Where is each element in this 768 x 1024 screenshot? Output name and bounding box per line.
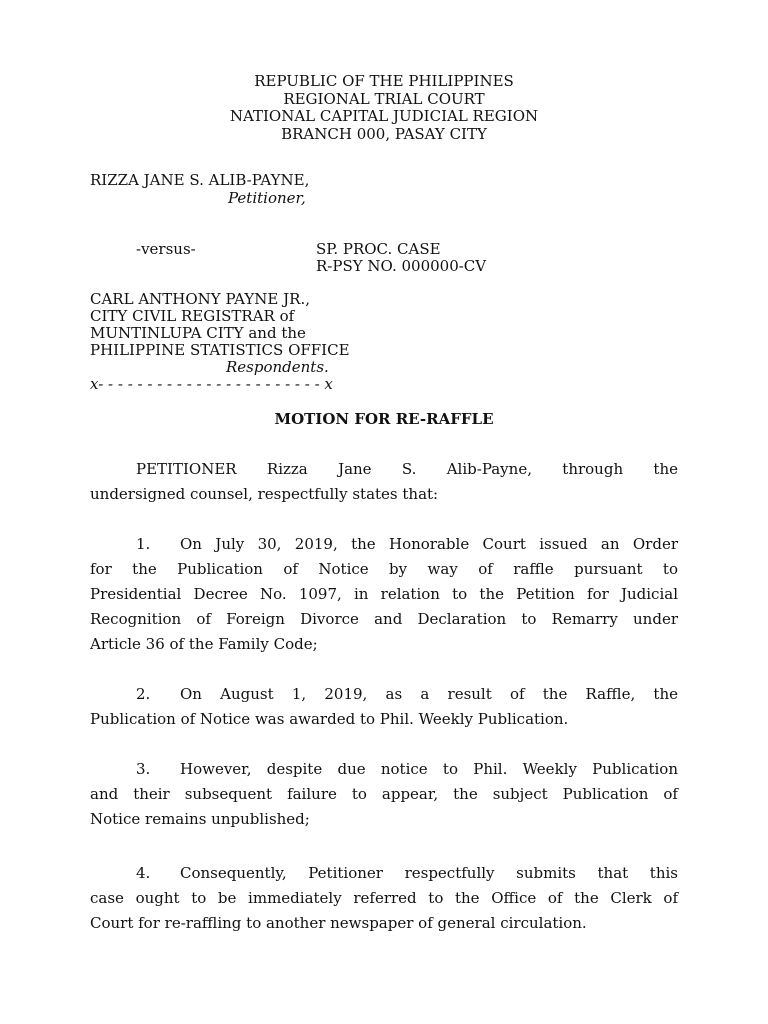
court-header-line: BRANCH 000, PASAY CITY — [281, 124, 487, 143]
numbered-paragraph — [90, 861, 678, 936]
paragraph-text: However, despite due notice to Phil. Weekly Publication — [180, 760, 678, 778]
paragraph-text: Consequently, Petitioner respectfully submits that this — [180, 864, 678, 882]
respondent-line: CARL ANTHONY PAYNE JR., — [90, 290, 310, 308]
petitioner-name: RIZZA JANE S. ALIB-PAYNE, — [90, 171, 310, 189]
paragraph-text: On July 30, 2019, the Honorable Court issued an Order — [180, 535, 678, 553]
court-header-line: REGIONAL TRIAL COURT — [283, 89, 485, 108]
paragraph-text: PETITIONER Rizza Jane S. Alib-Payne, through the — [136, 460, 678, 478]
paragraph-text: On August 1, 2019, as a result of the Raffle, the — [180, 685, 678, 703]
petitioner-role: Petitioner, — [228, 189, 306, 207]
caption-separator: x- - - - - - - - - - - - - - - - - - - - - - - x — [90, 375, 333, 393]
paragraph-line: for the Publication of Notice by way of raffle pursuant to — [90, 560, 678, 578]
paragraph-line — [90, 757, 678, 782]
paragraph-number: 4. — [136, 864, 151, 882]
paragraph-number: 3. — [136, 760, 151, 778]
case-number: R-PSY NO. 000000-CV — [316, 257, 487, 275]
paragraph-line — [90, 861, 678, 886]
intro-paragraph — [90, 457, 678, 507]
paragraph-line — [90, 682, 678, 707]
versus-label: -versus- — [136, 240, 196, 258]
paragraph-line: and their subsequent failure to appear, the subject Publication of — [90, 785, 678, 803]
paragraph-line: Recognition of Foreign Divorce and Declaration to Remarry under — [90, 610, 678, 628]
document-title: MOTION FOR RE-RAFFLE — [274, 410, 494, 428]
respondent-line: PHILIPPINE STATISTICS OFFICE — [90, 341, 350, 359]
court-header-line: NATIONAL CAPITAL JUDICIAL REGION — [229, 107, 539, 125]
paragraph-line: Court for re-raffling to another newspaper of general circulation. — [90, 914, 587, 932]
case-type: SP. PROC. CASE — [316, 240, 441, 258]
paragraph-line — [90, 457, 678, 482]
numbered-paragraph — [90, 532, 678, 657]
paragraph-line — [90, 532, 678, 557]
paragraph-line: Publication of Notice was awarded to Phil. Weekly Publication. — [90, 710, 569, 728]
respondent-line: CITY CIVIL REGISTRAR of — [90, 307, 295, 325]
numbered-paragraph — [90, 757, 678, 832]
paragraph-number: 1. — [136, 535, 151, 553]
numbered-paragraph — [90, 682, 678, 732]
court-header — [0, 73, 768, 143]
paragraph-line: Notice remains unpublished; — [90, 810, 310, 828]
respondents-role: Respondents. — [226, 358, 329, 376]
respondent-line: MUNTINLUPA CITY and the — [90, 324, 306, 342]
paragraph-line: Article 36 of the Family Code; — [90, 635, 318, 653]
paragraph-line: case ought to be immediately referred to the Office of the Clerk of — [90, 889, 678, 907]
paragraph-line: undersigned counsel, respectfully states that: — [90, 485, 439, 503]
paragraph-number: 2. — [136, 685, 151, 703]
paragraph-line: Presidential Decree No. 1097, in relation to the Petition for Judicial — [90, 585, 678, 603]
court-header-line: REPUBLIC OF THE PHILIPPINES — [254, 72, 514, 90]
